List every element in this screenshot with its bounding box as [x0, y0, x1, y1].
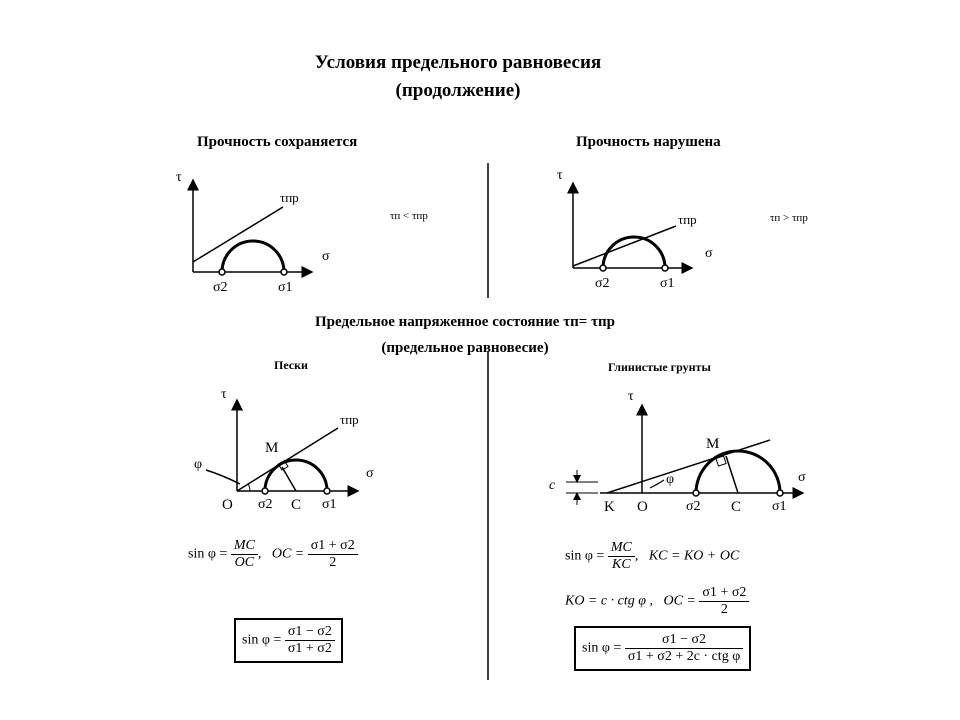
d1-taupr-label: τпр	[280, 190, 299, 205]
right-condition: τп > τпр	[770, 212, 808, 224]
sand-result-box: sin φ = $\frac{\sigma 1 - \sigma 2}{\sigma 1 + \sigma 2}$	[234, 618, 343, 663]
clay-sin-formula: sin φ = $\frac{MC}{KC}$ , KC = KO + OC	[565, 540, 740, 572]
phi-pointer	[650, 480, 664, 488]
d3-sigma2-label: σ2	[258, 497, 273, 512]
d4-K-label: K	[604, 499, 615, 515]
d1-tau-label: τ	[176, 170, 182, 185]
diagram-clay	[566, 405, 803, 505]
clay-result-box: sin φ = $\frac{\sigma 1 - \sigma 2}{\text{σ1 + σ2 + 2c · ctg φ}}$	[574, 626, 751, 671]
d4-C-label: C	[731, 499, 742, 515]
d4-M-label: M	[706, 436, 720, 452]
d3-M-label: M	[265, 440, 279, 456]
tau-pr-line	[607, 440, 770, 493]
d2-sigma-label: σ	[705, 246, 713, 261]
d3-sigma-label: σ	[366, 466, 374, 481]
title-line1: Условия предельного равновесия	[314, 52, 602, 73]
left-header: Прочность сохраняется	[197, 134, 358, 150]
mohr-circle	[265, 460, 327, 491]
d2-tau-label: τ	[557, 168, 563, 183]
diagram-sands	[206, 400, 358, 494]
d3-C-label: C	[291, 497, 302, 513]
d2-sigma1-label: σ1	[660, 276, 675, 291]
title-line2: (продолжение)	[395, 80, 521, 101]
d2-taupr-label: τпр	[678, 212, 697, 227]
d4-phi-label: φ	[666, 472, 675, 487]
d3-tau-label: τ	[221, 387, 227, 402]
right-angle-mark	[716, 456, 726, 466]
sands-label: Пески	[274, 358, 308, 372]
radius-MC	[282, 467, 296, 491]
d3-sigma1-label: σ1	[322, 497, 337, 512]
sand-sin-formula: sin φ = $\frac{MC}{OC}$ , OC = $\frac{\sigma 1 + \sigma 2}{2}$	[188, 538, 358, 571]
clay-label: Глинистые грунты	[608, 360, 711, 374]
d4-sigma-label: σ	[798, 470, 806, 485]
left-condition: τп < τпр	[390, 210, 428, 222]
d4-O-label: O	[637, 499, 648, 515]
tau-pr-line	[193, 207, 283, 262]
mohr-circle	[696, 451, 780, 493]
tau-pr-line	[573, 226, 676, 266]
d3-phi-label: φ	[194, 457, 203, 472]
right-header: Прочность нарушена	[576, 134, 721, 150]
d1-sigma2-label: σ2	[213, 280, 228, 295]
d3-taupr-label: τпр	[340, 412, 359, 427]
d4-sigma1-label: σ1	[772, 499, 787, 514]
mohr-circle	[222, 241, 284, 272]
clay-ko-formula: KO = c · ctg φ , OC = $\frac{\sigma 1 + \sigma 2}{2}$	[565, 585, 749, 618]
radius-MC	[726, 456, 738, 493]
subtitle-line1: Предельное напряженное состояние τп= τпр	[315, 314, 615, 330]
d2-sigma2-label: σ2	[595, 276, 610, 291]
d4-c-label: c	[549, 478, 556, 493]
subtitle-line2: (предельное равновесие)	[381, 340, 549, 356]
d4-sigma2-label: σ2	[686, 499, 701, 514]
d1-sigma-label: σ	[322, 249, 330, 264]
d4-tau-label: τ	[628, 389, 634, 404]
d3-O-label: O	[222, 497, 233, 513]
tau-pr-line	[237, 428, 338, 491]
d1-sigma1-label: σ1	[278, 280, 293, 295]
phi-pointer	[206, 470, 240, 484]
diagram-violated	[573, 183, 692, 271]
